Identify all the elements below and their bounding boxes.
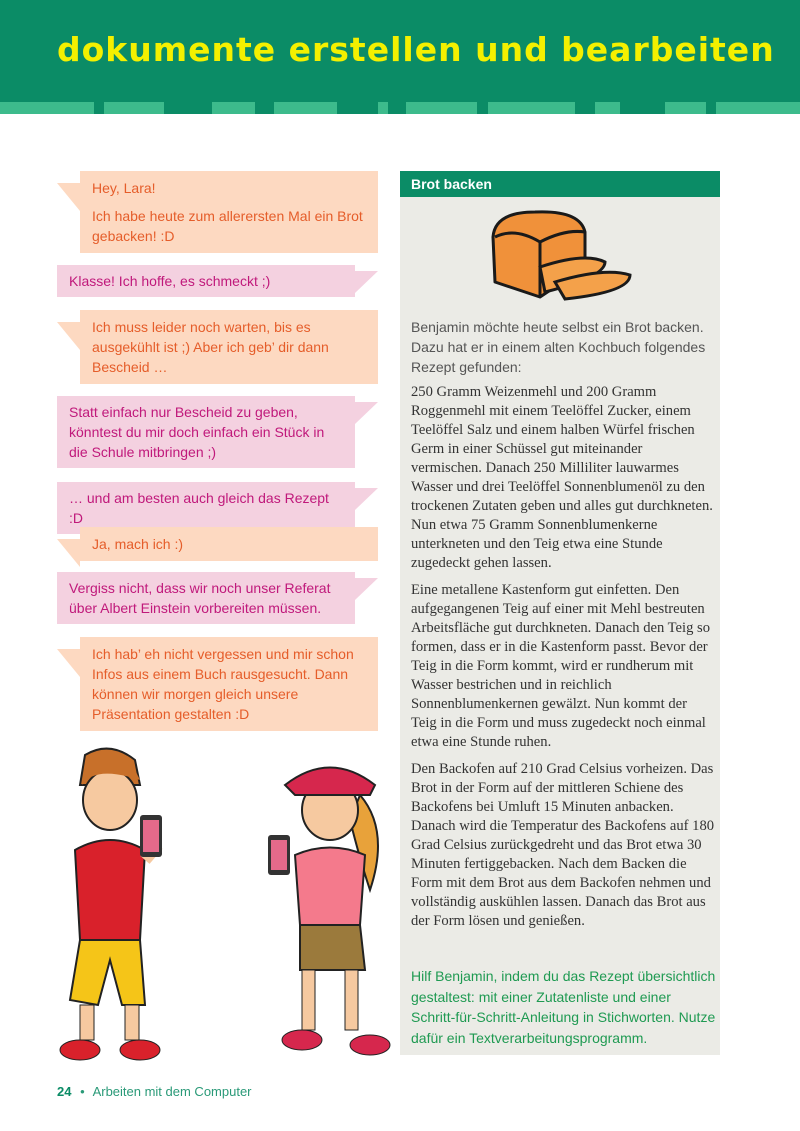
recipe-panel	[400, 171, 720, 1055]
page-footer	[57, 1084, 252, 1099]
header-stripes	[0, 102, 800, 114]
task-instruction: Hilf Benjamin, indem du das Rezept übersichtlich gestaltest: mit einer Zutatenliste und einer Schritt-für-Schritt-Anleitung in Stichworten. Nutze dafür ein Textverarbeitungsprogramm.	[411, 968, 716, 1046]
footer-separator: •	[80, 1084, 85, 1099]
message-text: Ich hab’ eh nicht vergessen und mir schon Infos aus einem Buch rausgesucht. Dann können wir morgen gleich unsere Präsentation gestalten :D	[92, 646, 354, 722]
chat-message-lara	[57, 572, 355, 624]
recipe-paragraph: Eine metallene Kastenform gut einfetten. Den aufgegangenen Teig auf einer mit Mehl bestreuten Arbeitsfläche gut durchkneten. Danach den Teig so formen, dass er in die Kastenform passt. Bevor der Teig in die Form kommt, wird er rundherum mit Wasser bestrichen und in reichlich Sonnenblumenkernen gewälzt. Nun kommt der Teig in die Form und muss zugedeckt noch einmal etwa eine Stunde ruhen.	[411, 582, 710, 750]
recipe-paragraph: 250 Gramm Weizenmehl und 200 Gramm Roggenmehl mit einem Teelöffel Zucker, einem Teelöffel Salz und einem halben Würfel frischen Germ in einer Schüssel gut miteinander vermischen. Danach 250 Milliliter lauwarmes Wasser und drei Teelöffel Sonnenblumenöl zu den trockenen Zutaten geben und alles gut durchkneten. Nun etwa 75 Gramm Sonnenblumenkerne unterkneten und den Teig etwa eine Stunde zugedeckt gehen lassen.	[411, 384, 713, 571]
message-text: Statt einfach nur Bescheid zu geben, könntest du mir doch einfach ein Stück in die Schule mitbringen ;)	[69, 404, 325, 460]
page-header	[0, 0, 800, 102]
message-text: … und am besten auch gleich das Rezept :D	[69, 490, 329, 526]
boy-figure	[60, 749, 162, 1060]
chat-message-benjamin	[80, 527, 378, 561]
girl-figure	[268, 768, 390, 1056]
message-text: Hey, Lara!	[92, 180, 156, 196]
message-text: Ja, mach ich :)	[92, 536, 184, 552]
page-title: dokumente erstellen und bearbeiten	[57, 30, 775, 69]
message-text: Ich muss leider noch warten, bis es ausgekühlt ist ;) Aber ich geb’ dir dann Bescheid …	[92, 319, 329, 375]
kids-illustration	[40, 740, 400, 1070]
recipe-paragraph: Den Backofen auf 210 Grad Celsius vorheizen. Das Brot in der Form auf der mittleren Schiene des Backofens bei Umluft 15 Minuten anbacken. Danach wird die Temperatur des Backofens auf 180 Grad Celsius zurückgedreht und das Brot etwa 30 Minuten fertiggebacken. Nach dem Backen die Form mit dem Brot aus dem Backofen nehmen und vollständig auskühlen lassen. Danach das Brot aus der Form lösen und genießen.	[411, 761, 715, 929]
message-text: Ich habe heute zum allerersten Mal ein Brot gebacken! :D	[92, 208, 363, 244]
section-name: Arbeiten mit dem Computer	[92, 1084, 252, 1099]
message-text: Klasse! Ich hoffe, es schmeckt ;)	[69, 273, 271, 289]
chat-message-lara	[57, 265, 355, 297]
message-text: Vergiss nicht, dass wir noch unser Referat über Albert Einstein vorbereiten müssen.	[69, 580, 331, 616]
page-number: 24	[57, 1084, 72, 1099]
panel-title: Brot backen	[400, 171, 720, 197]
recipe-text	[411, 383, 716, 939]
chat-message-lara	[57, 396, 355, 468]
chat-message-benjamin	[80, 310, 378, 384]
bread-icon	[485, 207, 635, 307]
chat-message-benjamin	[80, 637, 378, 731]
chat-message-benjamin	[80, 171, 378, 253]
intro-text: Benjamin möchte heute selbst ein Brot backen. Dazu hat er in einem alten Kochbuch folgendes Rezept gefunden:	[411, 319, 706, 375]
